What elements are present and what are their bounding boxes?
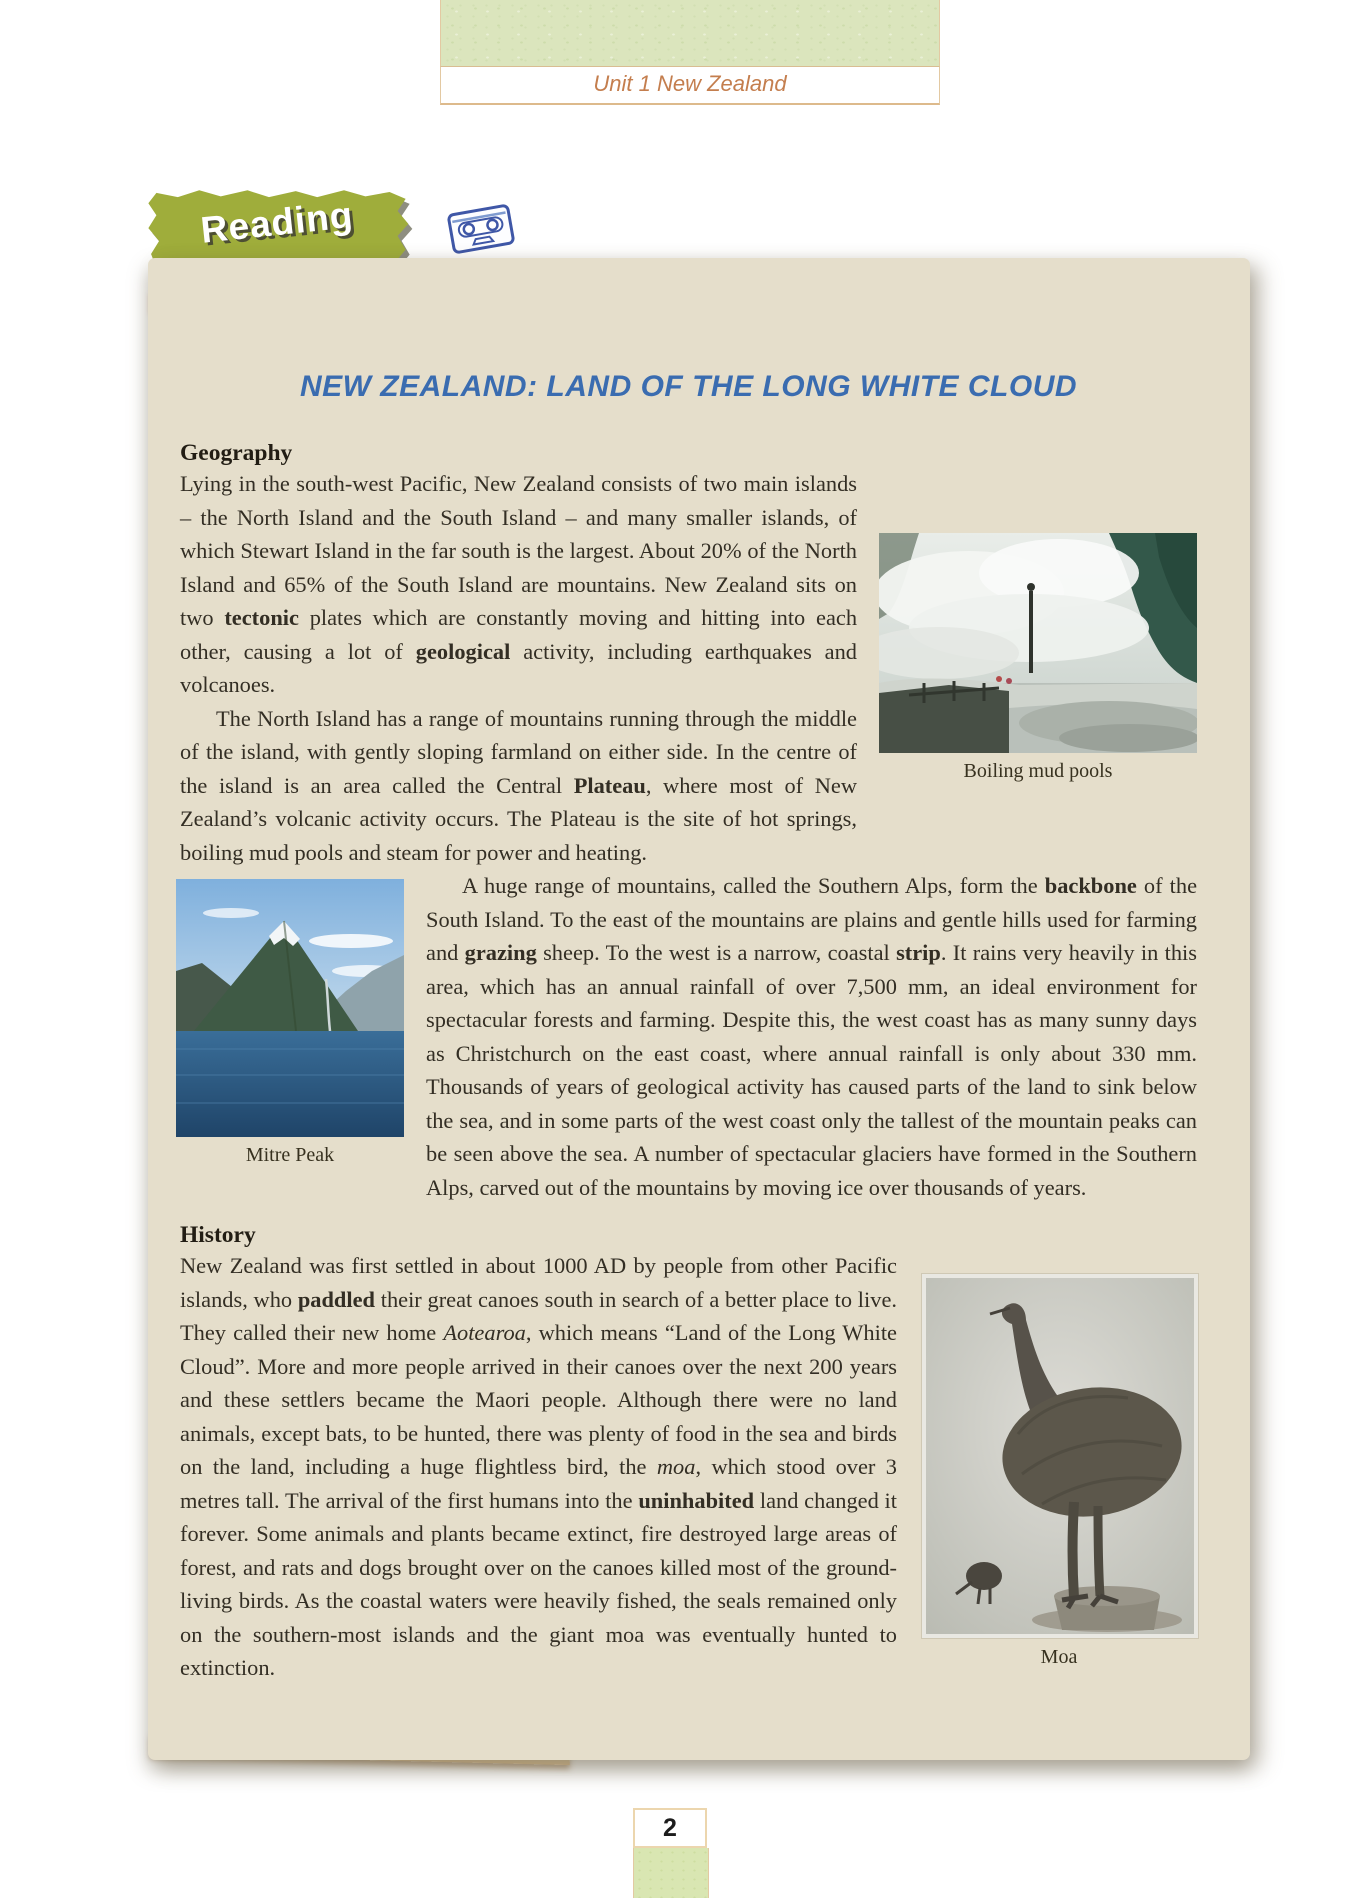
unit-header-texture [440,0,940,67]
section-heading-geography: Geography [180,440,293,466]
unit-title: Unit 1 New Zealand [440,67,940,105]
section-heading-history: History [180,1222,256,1248]
moa-photo [921,1273,1199,1639]
footer-ribbon [633,1848,709,1898]
reading-paper [148,258,1250,1760]
figure-caption-mitre-peak: Mitre Peak [245,1144,335,1166]
article-title: NEW ZEALAND: LAND OF THE LONG WHITE CLOUD [299,370,1078,403]
geography-paragraph-3: A huge range of mountains, called the Southern Alps, form the backbone of the South Island. To the east of the mountains are plains and gentle hills used for farming and grazing sheep. To the west is a narrow, coastal strip. It rains very heavily in this area, which has an annual rainfall of over 7,500 mm, an ideal environment for spectacular forests and farming. Despite this, the west coast has as many sunny days as Christchurch on the east coast, where annual rainfall is only about 330 mm. Thousands of years of geological activity has caused parts of the land to sink below the sea, and in some parts of the west coast only the tallest of the mountain peaks can be seen above the sea. A number of spectacular glaciers have formed in the Southern Alps, carved out of the mountains by moving ice over thousands of years. [426,873,1198,1200]
boiling-mud-pools-photo [879,533,1197,753]
history-text-flow [180,1249,1197,1685]
figure-caption-moa: Moa [1040,1646,1078,1668]
geography-text-flow [180,467,1197,1204]
page-number: 2 [633,1808,707,1848]
geography-paragraph-1: Lying in the south-west Pacific, New Zealand consists of two main islands – the North Island and the South Island – and many smaller islands, of which Stewart Island in the far south is the largest. About 20% of the North Island and 65% of the South Island are mountains. New Zealand sits on two tectonic plates which are constantly moving and hitting into each other, causing a lot of geological activity, including earthquakes and volcanoes. [180,471,858,697]
geography-paragraph-2: The North Island has a range of mountains running through the middle of the island, with gently sloping farmland on either side. In the centre of the island is an area called the Central Plateau, where most of New Zealand’s volcanic activity occurs. The Plateau is the site of hot springs, boiling mud pools and steam for power and heating. [180,705,857,865]
figure-moa [921,1273,1197,1670]
figure-caption-boiling-mud-pools: Boiling mud pools [963,760,1113,782]
figure-boiling-mud-pools [879,533,1197,784]
cassette-icon [446,202,516,256]
history-paragraph-1: New Zealand was first settled in about 1000 AD by people from other Pacific islands, who paddled their great canoes south in search of a better place to live. They called their new home Aotearoa, which means “Land of the Long White Cloud”. More and more people arrived in their canoes over the next 200 years and these settlers became the Maori people. Although there were no land animals, except bats, to be hunted, there was plenty of food in the sea and birds on the land, including a huge flightless bird, the moa, which stood over 3 metres tall. The arrival of the first humans into the uninhabited land changed it forever. Some animals and plants became extinct, fire destroyed large areas of forest, and rats and dogs brought over on the canoes killed most of the ground-living birds. As the coastal waters were heavily fished, the seals remained only on the southern-most islands and the giant moa was eventually hunted to extinction. [180,1253,897,1680]
reading-badge-label: Reading [198,194,356,251]
figure-mitre-peak [176,879,404,1168]
mitre-peak-photo [176,879,404,1137]
unit-header [440,0,940,105]
